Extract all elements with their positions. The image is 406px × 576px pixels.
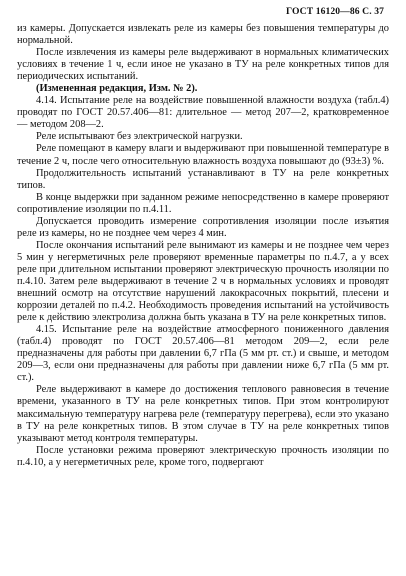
paragraph bbox=[17, 23, 389, 47]
page-header: ГОСТ 16120—86 С. 37 bbox=[286, 6, 384, 17]
paragraph-text: 4.15. Испытание реле на воздействие атмосферного пониженного давления (табл.4) проводят по ГОСТ 20.57.406—81 методом 209—2, если реле предназначены для работы при давлении 6,7 гПа (5 мм рт. ст.) и свыше, и методом 209—3, если они предназначены для работы при давлении ниже 6,7 гПа (5 мм рт. ст.). bbox=[17, 324, 389, 384]
paragraph-text: После установки режима проверяют электрическую прочность изоляции по п.4.10, а у негерметичных реле, кроме того, подвергают bbox=[17, 444, 389, 468]
paragraph-text: Продолжительность испытаний устанавливают в ТУ на реле конкретных типов. bbox=[17, 167, 389, 191]
paragraph bbox=[17, 216, 389, 240]
paragraph-text: Допускается проводить измерение сопротивления изоляции после изъятия реле из камеры, но не позднее чем через 4 мин. bbox=[17, 215, 389, 239]
paragraph bbox=[17, 384, 389, 444]
paragraph-text: 4.14. Испытание реле на воздействие повышенной влажности воздуха (табл.4) проводят по ГОСТ 20.57.406—81: длительное — метод 207—2, кратковременное — методом 208—2. bbox=[17, 95, 389, 131]
paragraph-text: из камеры. Допускается извлекать реле из камеры без повышения температуры до нормальной. bbox=[17, 23, 389, 47]
paragraph bbox=[17, 240, 389, 324]
amendment-note bbox=[17, 83, 389, 95]
paragraph-text: Реле испытывают без электрической нагрузки. bbox=[36, 131, 243, 143]
paragraph bbox=[17, 47, 389, 83]
paragraph-text: После извлечения из камеры реле выдерживают в нормальных климатических условиях в течение 1 ч, если иное не указано в ТУ на реле конкретных типов для периодических испытаний. bbox=[17, 47, 389, 83]
paragraph-text: После окончания испытаний реле вынимают из камеры и не позднее чем через 5 мин у негерметичных реле проверяют временные параметры по п.4.7, а у всех реле при длительном испытании проверяют электрическую прочность изоляции по п.4.10. Затем реле выдерживают в течение 2 ч в нормальных условиях и проводят внешний осмотр на отсутствие нарушений лакокрасочных покрытий, плесени и коррозии деталей по п.4.2. Необходимость проведения испытаний на устойчивость реле к действию электролиза должна быть указана в ТУ на реле конкретных типов. bbox=[17, 239, 389, 324]
paragraph bbox=[17, 95, 389, 131]
paragraph bbox=[17, 445, 389, 469]
paragraph bbox=[17, 324, 389, 384]
paragraph bbox=[17, 131, 389, 143]
paragraph bbox=[17, 143, 389, 167]
paragraph-text: Реле выдерживают в камере до достижения теплового равновесия в течение времени, указанного в ТУ на реле конкретных типов. При этом контролируют максимальную температуру нагрева реле (температуру перегрева), если это указано в ТУ на реле конкретных типов. В этом случае в ТУ на реле конкретных типов указывают метод контроля температуры. bbox=[17, 384, 389, 444]
paragraph-text: (Измененная редакция, Изм. № 2). bbox=[36, 83, 198, 95]
paragraph-text: В конце выдержки при заданном режиме непосредственно в камере проверяют сопротивление изоляции по п.4.11. bbox=[17, 191, 389, 215]
paragraph bbox=[17, 192, 389, 216]
document-body bbox=[17, 23, 389, 469]
paragraph-text: Реле помещают в камеру влаги и выдерживают при повышенной температуре в течение 2 ч, после чего относительную влажность воздуха повышают до (93±3) %. bbox=[17, 143, 389, 167]
paragraph bbox=[17, 168, 389, 192]
